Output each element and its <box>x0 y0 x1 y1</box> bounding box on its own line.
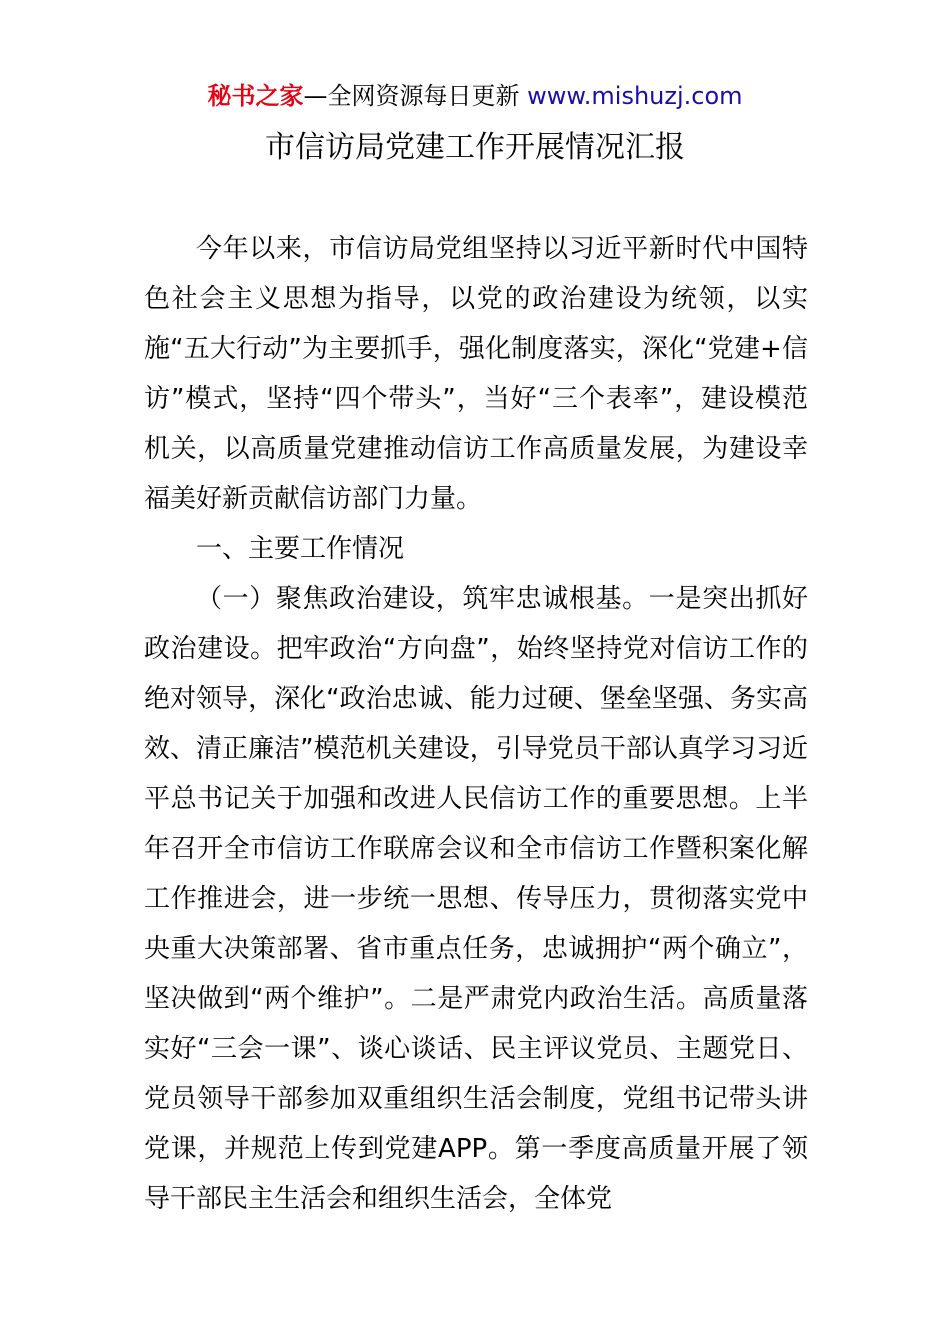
site-banner <box>0 80 950 112</box>
document-title: 市信访局党建工作开展情况汇报 <box>265 130 685 165</box>
site-url-link[interactable]: www.mishuzj.com <box>527 82 743 110</box>
banner-tagline: —全网资源每日更新 <box>303 82 520 110</box>
body-paragraph: （一）聚焦政治建设，筑牢忠诚根基。一是突出抓好政治建设。把牢政治“方向盘”，始终坚持党对信访工作的绝对领导，深化“政治忠诚、能力过硬、堡垒坚强、务实高效、清正廉洁”模范机关建设，引导党员干部认真学习习近平总书记关于加强和改进人民信访工作的重要思想。上半年召开全市信访工作联席会议和全市信访工作暨积案化解工作推进会，进一步统一思想、传导压力，贯彻落实党中央重大决策部署、省市重点任务，忠诚拥护“两个确立”，坚决做到“两个维护”。二是严肃党内政治生活。高质量落实好“三会一课”、谈心谈话、民主评议党员、主题党日、党员领导干部参加双重组织生活会制度，党组书记带头讲党课，并规范上传到党建APP。第一季度高质量开展了领导干部民主生活会和组织生活会，全体党 <box>144 584 808 1214</box>
document-body <box>144 224 808 1224</box>
intro-paragraph: 今年以来，市信访局党组坚持以习近平新时代中国特色社会主义思想为指导，以党的政治建设为统领，以实施“五大行动”为主要抓手，强化制度落实，深化“党建+信访”模式，坚持“四个带头”，当好“三个表率”，建设模范机关，以高质量党建推动信访工作高质量发展，为建设幸福美好新贡献信访部门力量。 <box>144 234 808 514</box>
section-heading: 一、主要工作情况 <box>196 534 405 564</box>
brand-name: 秘书之家 <box>207 82 304 110</box>
